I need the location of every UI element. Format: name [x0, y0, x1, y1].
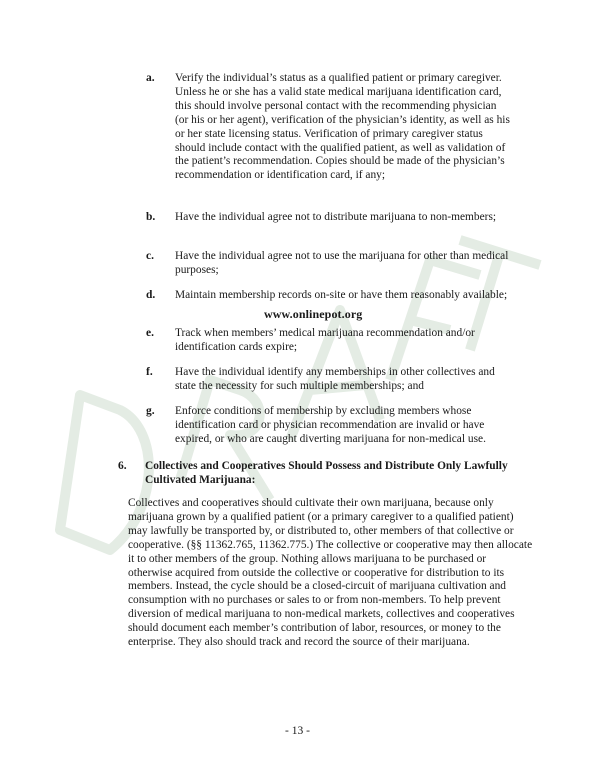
list-item-letter: d. — [146, 289, 156, 301]
list-item-text: Have the individual identify any memberships in other collectives and state the necessity for such multiple memberships; and — [175, 366, 495, 392]
list-item-text: Verify the individual’s status as a qualified patient or primary caregiver. Unless he or she has a valid state medical marijuana identification card, this should involve personal contact with the recommending physician (or his or her agent), verification of the physician’s identity, as well as his or her state licensing status. Verification of primary caregiver status should include contact with the qualified patient, as well as validation of the patient’s recommendation. Copies should be made of the physician’s recommendation or identification card, if any; — [175, 72, 510, 182]
page-number: - 13 - — [285, 725, 310, 737]
list-item-letter: c. — [146, 250, 154, 262]
list-item-letter: g. — [146, 405, 155, 417]
list-item-text: Enforce conditions of membership by excluding members whose identification card or physician recommendation are invalid or have expired, or who are caught diverting marijuana for non-medical use. — [175, 405, 486, 445]
list-item-letter: b. — [146, 211, 156, 223]
list-item-text: Track when members’ medical marijuana recommendation and/or identification cards expire; — [175, 327, 475, 353]
list-item-text: Have the individual agree not to use the marijuana for other than medical purposes; — [175, 250, 509, 276]
list-item-text: Maintain membership records on-site or have them reasonably available; — [175, 289, 508, 301]
list-item-letter: e. — [146, 327, 154, 339]
list-item-text: Have the individual agree not to distribute marijuana to non-members; — [175, 211, 497, 223]
list-item-letter: f. — [146, 366, 153, 378]
section-number: 6. — [118, 460, 127, 472]
website-watermark: www.onlinepot.org — [264, 307, 363, 321]
section-heading: Collectives and Cooperatives Should Possess and Distribute Only Lawfully Cultivated Marijuana: — [145, 460, 508, 486]
section-paragraph: Collectives and cooperatives should cultivate their own marijuana, because only marijuana grown by a qualified patient (or a primary caregiver to a qualified patient) may lawfully be transported by, or distributed to, other members of that collective or cooperative. (§§ 11362.765, 11362.775.) The collective or cooperative may then allocate it to other members of the group. Nothing allows marijuana to be purchased or otherwise acquired from outside the collective or cooperative for distribution to its members. Instead, the cycle should be a closed-circuit of marijuana cultivation and consumption with no purchases or sales to or from non-members. To help prevent diversion of medical marijuana to non-medical markets, collectives and cooperatives should document each member’s contribution of labor, resources, or money to the enterprise. They also should track and record the source of their marijuana. — [128, 497, 533, 649]
list-item-letter: a. — [146, 72, 155, 84]
